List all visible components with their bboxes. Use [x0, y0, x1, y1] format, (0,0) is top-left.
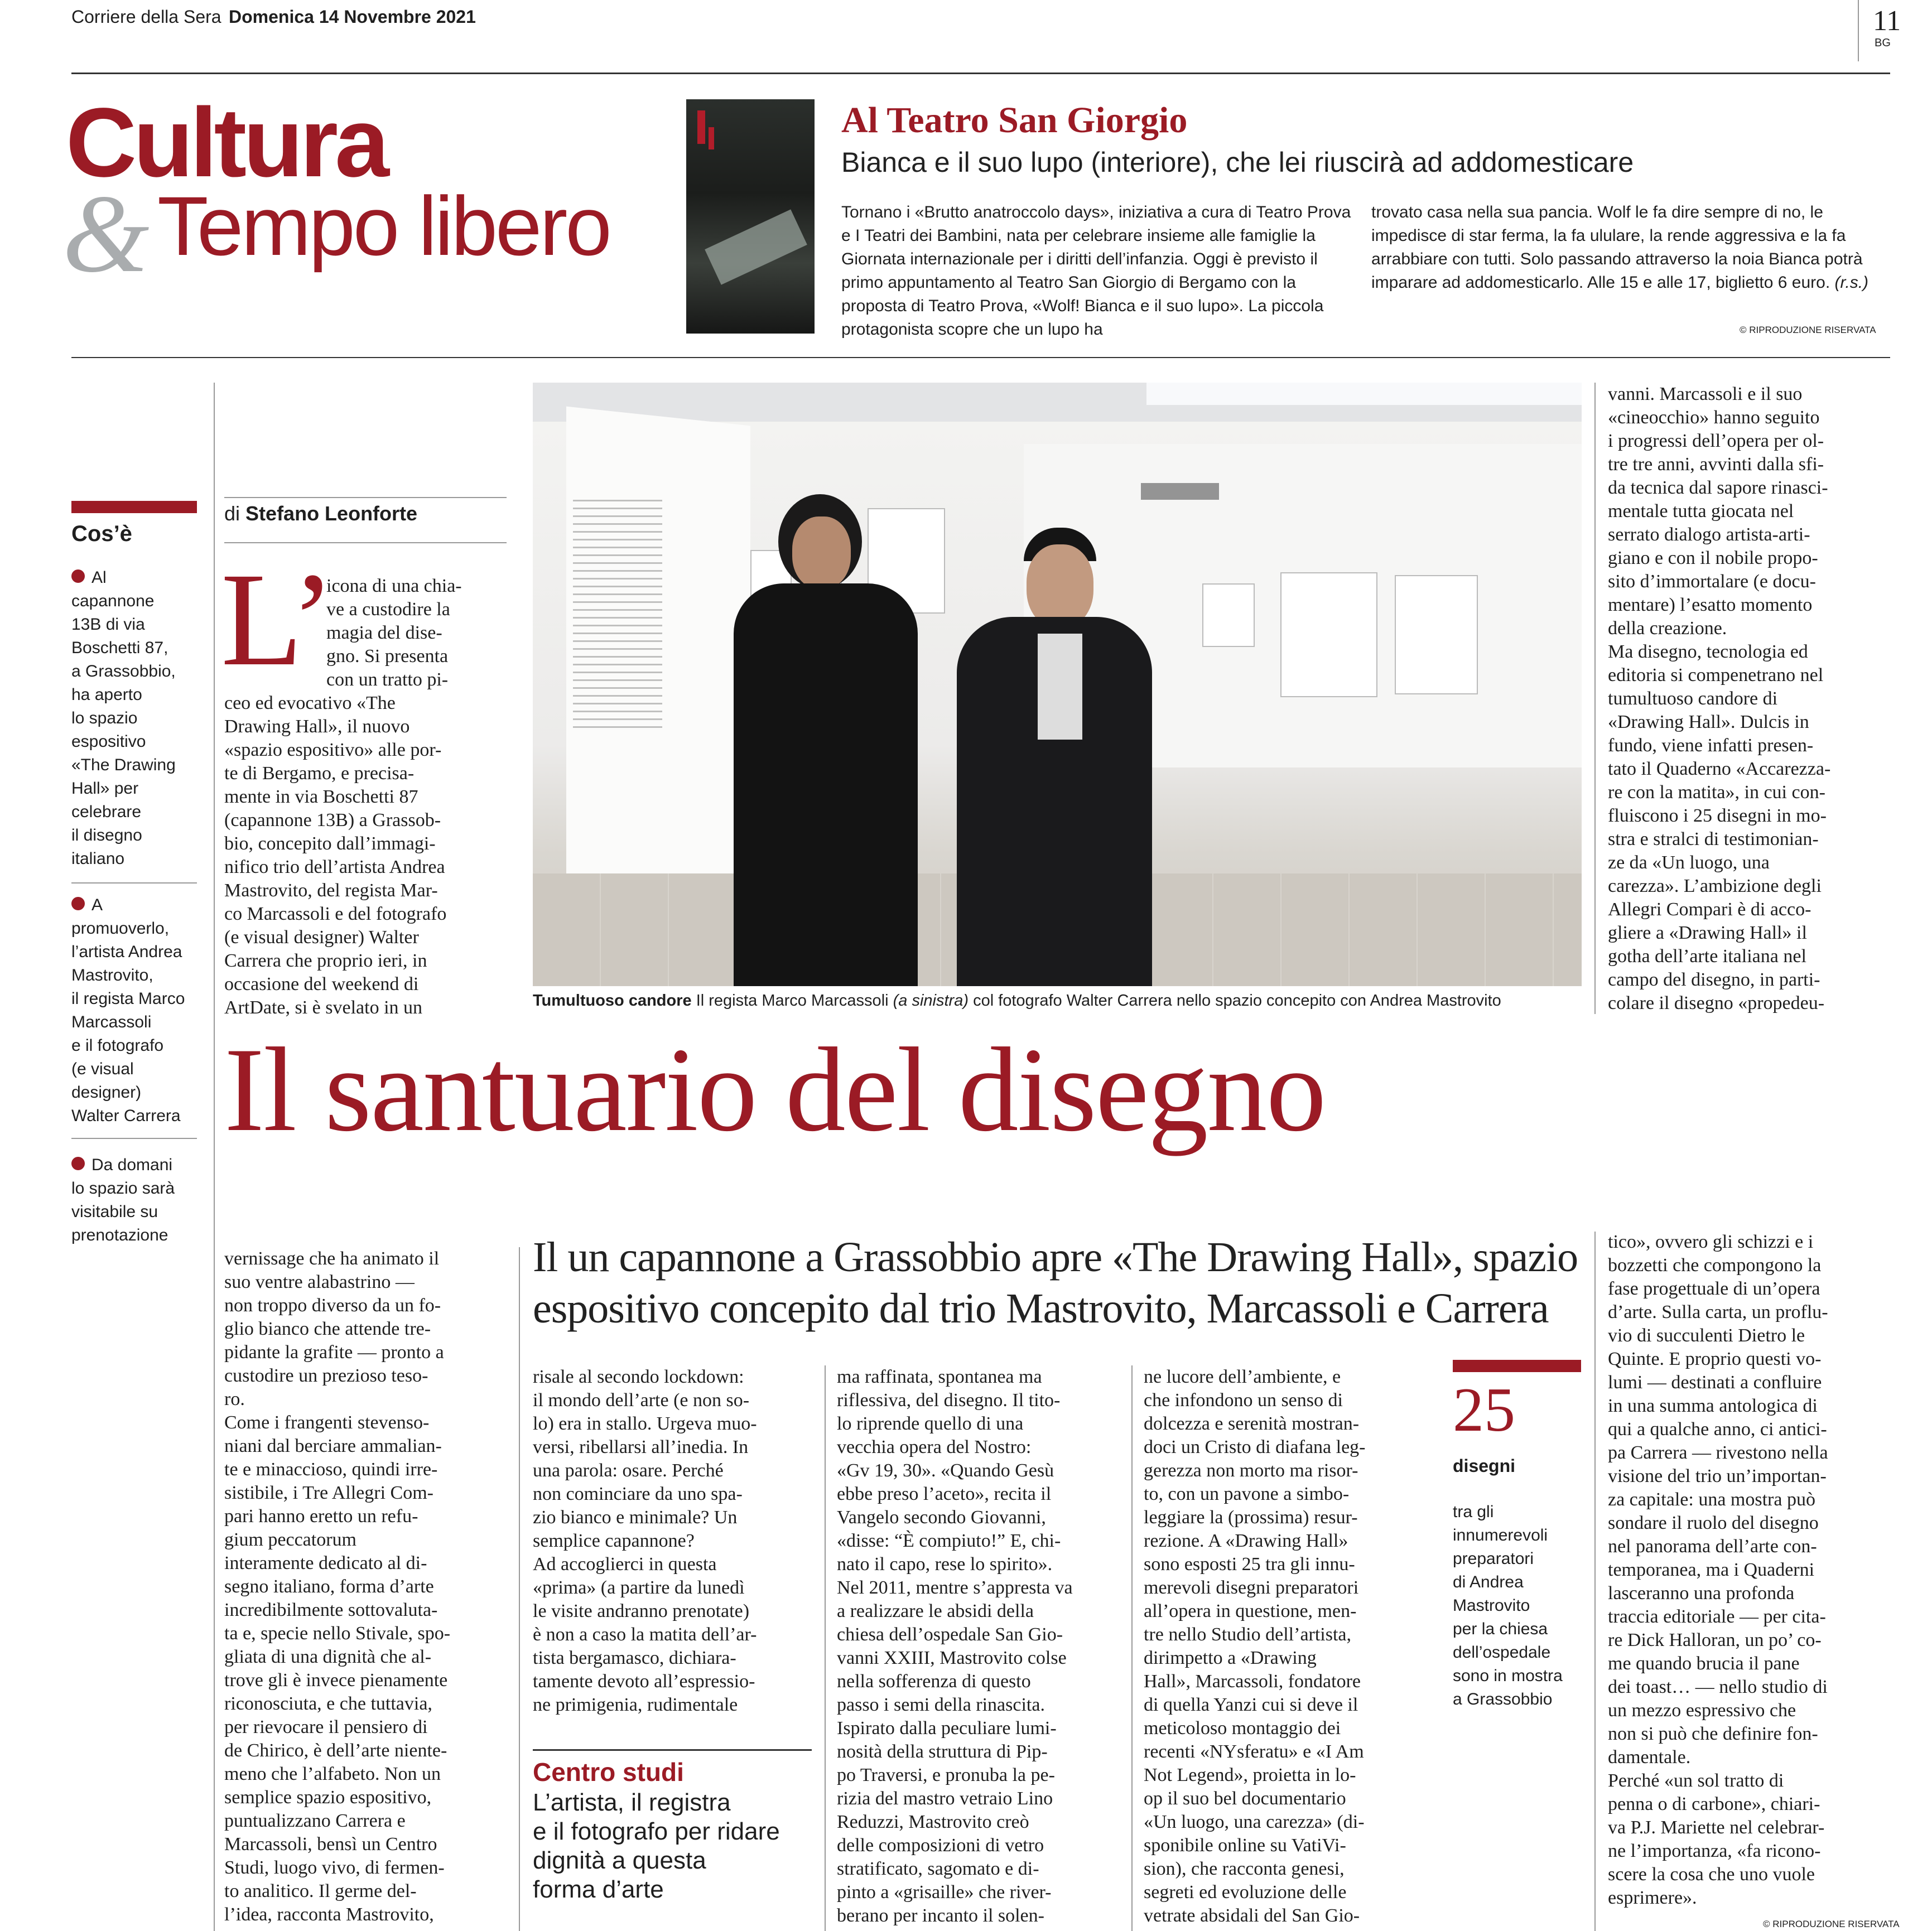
- photo-caption: [533, 992, 1582, 1010]
- drop-cap: L’: [221, 545, 335, 693]
- top-story-photo: [686, 99, 815, 334]
- column-divider: [1594, 1232, 1596, 1931]
- section-ampersand: &: [62, 172, 150, 296]
- article-col4-bottom: ne lucore dell’ambiente, e che infondono un senso di dolcezza e serenità mostran- doci un Cristo di diafana leg- gerezza non morto ma risor- to, con un pavone a simbo- leggiare la (prossima) resur- rezione. A «Drawing Hall» sono esposti 25 tra gli innu- merevoli disegni preparatori all’opera in questione, men- tre nello Studio dell’artista, dirimpetto a «Drawing Hall», Marcassoli, fondatore di quella Yanzi cui si deve il meticoloso montaggio dei recenti «NYsferatu» e «I Am Not Legend», proietta in lo- op il suo bel documentario «Un luogo, una carezza» (di- sponibile online su VatiVi- sion), che racconta genesi, segreti ed evoluzione delle vetrate absidali del San Gio-: [1144, 1367, 1366, 1926]
- subhead: Il un capannone a Grassobbio apre «The Drawing Hall», spazio espositivo concepito dal trio Mastrovito, Marcassoli e Carrera: [533, 1234, 1578, 1332]
- sidebar-divider: [71, 1138, 197, 1139]
- sidebar-item-1-text: Al capannone 13B di via Boschetti 87, a Grassobbio, ha aperto lo spazio espositivo «The Drawing Hall» per celebrare il disegno italiano: [71, 568, 176, 868]
- byline-prefix: di: [224, 502, 240, 525]
- article-col1-top: ceo ed evocativo «The Drawing Hall», il nuovo «spazio espositivo» alle por- te di Bergamo, e precisa- mente in via Boschetti 87 (capannone 13B) a Grassob- bio, concepito dall’immagi- nifico trio dell’artista Andrea Mastrovito, del regista Mar- co Marcassoli e del fotografo (e visual designer) Walter Carrera che proprio ieri, in occasione del weekend di ArtDate, si è svelato in un: [224, 693, 447, 1018]
- article-col1-bottom: vernissage che ha animato il suo ventre alabastrino — non troppo diverso da un fo- glio bianco che attende tre- pidante la grafite — pronto a custodire un prezioso teso- ro. Come i frangenti stevenso- niani dal berciare ammalian- te e minaccioso, quindi irre- sistibile, i Tre Allegri Com- pari hanno eretto un refu- gium peccatorum interamente dedicato al di- segno italiano, forma d’arte incredibilmente sottovaluta- ta e, specie nello Stivale, spo- gliata di una dignità che al- trove gli è invece pienamente riconosciuta, e che tuttavia, per rievocare il pensiero di de Chirico, è dell’arte niente- meno che l’alfabeto. Non un semplice spazio espositivo, puntualizzano Carrera e Marcassoli, bensì un Centro Studi, luogo vivo, di fermen- to analitico. Il germe del- l’idea, racconta Mastrovito,: [224, 1248, 451, 1925]
- number-box-bar: [1453, 1360, 1581, 1372]
- top-story-kicker: Al Teatro San Giorgio: [841, 100, 1188, 141]
- section-title-tempo-libero: Tempo libero: [157, 179, 610, 273]
- header-date: Domenica 14 Novembre 2021: [229, 7, 476, 27]
- column-divider: [214, 383, 215, 1931]
- byline: [224, 502, 417, 525]
- article-col-right-bottom: tico», ovvero gli schizzi e i bozzetti che compongono la fase progettuale di un’opera d’arte. Sulla carta, un proflu- vio di succulenti Dietro le Quinte. E proprio questi vo- lumi — destinati a confluire in una summa antologica di qui a qualche anno, ci antici- pa Carrera — rivestono nella visione del trio un’importan- za capitale: una mostra può sondare il ruolo del disegno nel panorama dell’arte con- temporanea, ma i Quaderni lasceranno una profonda traccia editoriale — per cita- re Dick Halloran, un po’ co- me quando brucia il pane dei toast… — nello studio di un mezzo espressivo che non si può che definire fon- damentale. Perché «un sol tratto di penna o di carbone», chiari- va P.J. Mariette nel celebrar- ne l’importanza, «fa ricono- scere la cosa che uno vuole esprimere».: [1608, 1232, 1828, 1908]
- article-col3-bottom: ma raffinata, spontanea ma riflessiva, del disegno. Il tito- lo riprende quello di una vecchia opera del Nostro: «Gv 19, 30». «Quando Gesù ebbe preso l’aceto», recita il Vangelo secondo Giovanni, «disse: “È compiuto!” E, chi- nato il capo, rese lo spirito». Nel 2011, mentre s’appresta va a realizzare le absidi della chiesa dell’ospedale San Gio- vanni XXIII, Mastrovito colse nella sofferenza di questo passo i semi della rinascita. Ispirato dalla peculiare lumi- nosità della struttura di Pip- po Traversi, e pronuba la pe- rizia del mastro vetraio Lino Reduzzi, Mastrovito creò delle composizioni di vetro stratificato, sagomato e di- pinto a «grisaille» che river- berano per incanto il solen-: [837, 1367, 1073, 1926]
- page-number: 11: [1873, 5, 1901, 37]
- top-story-headline: Bianca e il suo lupo (interiore), che lei riuscirà ad addomesticare: [841, 147, 1634, 178]
- byline-rule-bottom: [224, 542, 507, 543]
- top-story-col1: Tornano i «Brutto anatroccolo days», iniziativa a cura di Teatro Prova e I Teatri dei Bambini, nata per celebrare insieme alle famiglie la Giornata internazionale per i diritti dell’infanzia. Oggi è previsto il primo appuntamento al Teatro San Giorgio di Bergamo con la proposta di Teatro Prova, «Wolf! Bianca e il suo lupo». La piccola protagonista scopre che un lupo ha: [841, 203, 1351, 339]
- number-box-number: 25: [1453, 1375, 1515, 1445]
- column-divider: [825, 1365, 826, 1931]
- author-name: Stefano Leonforte: [245, 502, 418, 525]
- header-publication: Corriere della Sera: [71, 7, 221, 27]
- column-divider: [1131, 1365, 1133, 1931]
- caption-text-b: col fotografo Walter Carrera nello spazio concepito con Andrea Mastrovito: [973, 992, 1501, 1010]
- main-headline: Il santuario del disegno: [224, 1023, 1326, 1156]
- bullet-icon: [71, 897, 85, 910]
- header-rule: [71, 73, 1890, 74]
- byline-rule: [224, 497, 507, 498]
- sidebar-accent-bar: [71, 501, 197, 513]
- bullet-icon: [71, 569, 85, 583]
- caption-text-a: Il regista Marco Marcassoli: [696, 992, 889, 1010]
- bullet-icon: [71, 1157, 85, 1170]
- article-col-right-top: vanni. Marcassoli e il suo «cineocchio» hanno seguito i progressi dell’opera per ol- tre tre anni, avvinti dalla sfi- da tecnica dal sapore rinasci- mentale tutta giocata nel serrato dialogo artista-arti- giano e con il nobile propo- sito d’immortalare (e docu- mentare) l’esatto momento della creazione. Ma disegno, tecnologia ed editoria si compenetrano nel tumultuoso candore di «Drawing Hall». Dulcis in fundo, viene infatti presen- tato il Quaderno «Accarezza- re con la matita», in cui con- fluiscono i 25 disegni in mo- stra e stralci di testimonian- ze da «Un luogo, una carezza». L’ambizione degli Allegri Compari è di acco- gliere a «Drawing Hall» il gotha dell’arte italiana nel campo del disegno, in parti- colare il disegno «propedeu-: [1608, 384, 1831, 1013]
- column-divider: [1594, 383, 1596, 1014]
- main-photo: [533, 383, 1582, 986]
- sidebar-item-3: [71, 1153, 200, 1247]
- column-divider: [519, 1247, 520, 1931]
- article-col2-bottom: risale al secondo lockdown: il mondo dell’arte (e non so- lo) era in stallo. Urgeva muo- versi, ribellarsi all’inedia. In una parola: osare. Perché non cominciare da uno spa- zio bianco e minimale? Un semplice capannone? Ad accoglierci in questa «prima» (a partire da lunedì le visite andranno prenotate) è non a caso la matita dell’ar- tista bergamasco, dichiara- tamente devoto all’espressio- ne primigenia, rudimentale: [533, 1367, 757, 1715]
- section-title-cultura: Cultura: [66, 88, 386, 197]
- top-story-bottom-rule: [71, 357, 1890, 358]
- centro-studi-title: Centro studi: [533, 1758, 684, 1787]
- caption-italic: (a sinistra): [893, 992, 969, 1010]
- centro-studi-text: L’artista, il registra e il fotografo per ridare dignità a questa forma d’arte: [533, 1789, 780, 1903]
- sidebar-title: Cos’è: [71, 522, 132, 546]
- number-box-label: disegni: [1453, 1456, 1516, 1476]
- centro-studi-rule: [533, 1749, 812, 1751]
- header-divider: [1858, 0, 1859, 61]
- number-box-text: tra gli innumerevoli preparatori di Andrea Mastrovito per la chiesa dell’ospedale sono in mostra a Grassobbio: [1453, 1503, 1563, 1708]
- top-story-col2-text: trovato casa nella sua pancia. Wolf le fa dire sempre di no, le impedisce di star ferma, la fa ululare, la rende aggressiva e la fa arrabbiare con tutti. Solo passando attraverso la noia Bianca potrà imparare ad addomesticarlo. Alle 15 e alle 17, biglietto 6 euro.: [1371, 203, 1863, 292]
- sidebar-item-2: [71, 894, 200, 1128]
- intro-lines: icona di una chia- ve a custodire la magia del dise- gno. Si presenta con un tratto pi-: [326, 576, 462, 690]
- caption-bold: Tumultuoso candore: [533, 992, 692, 1010]
- top-story-col2: [1371, 201, 1879, 295]
- sidebar-item-1: [71, 566, 200, 871]
- sidebar-item-2-text: A promuoverlo, l’artista Andrea Mastrovito, il regista Marco Marcassoli e il fotografo (e visual designer) Walter Carrera: [71, 896, 185, 1125]
- sidebar-divider: [71, 882, 197, 884]
- top-story-rights: © RIPRODUZIONE RISERVATA: [1740, 325, 1876, 335]
- top-story-signature: (r.s.): [1834, 273, 1869, 292]
- sidebar-item-3-text: Da domani lo spazio sarà visitabile su prenotazione: [71, 1156, 175, 1244]
- article-rights: © RIPRODUZIONE RISERVATA: [1763, 1919, 1900, 1929]
- edition-label: BG: [1875, 37, 1891, 49]
